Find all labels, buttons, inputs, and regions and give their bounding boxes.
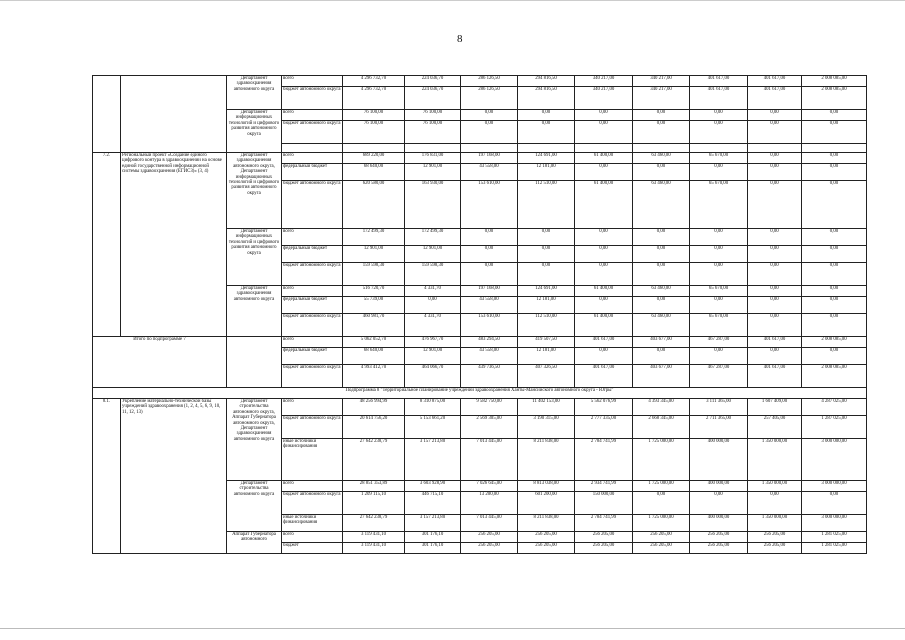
value-cell: 0,00	[575, 121, 633, 144]
table-row	[93, 153, 867, 164]
value-cell: 340 217,00	[633, 76, 690, 87]
value-cell: 256 205,00	[575, 532, 633, 543]
value-cell: 0,00	[748, 121, 802, 144]
value-cell: 256 205,00	[461, 543, 518, 554]
value-cell: 689 220,00	[343, 153, 405, 164]
value-cell: 256 205,00	[518, 543, 575, 554]
value-cell: 446 715,10	[405, 492, 461, 515]
value-cell: 65 670,00	[690, 153, 748, 164]
value-cell: 0,00	[748, 314, 802, 337]
value-cell: 0,00	[802, 229, 867, 246]
value-cell: 0,00	[748, 348, 802, 365]
value-cell: 11 402 153,00	[518, 399, 575, 416]
executor-cell: Аппарат Губернатора автономного	[227, 532, 282, 554]
value-cell: 61 400,00	[575, 314, 633, 337]
value-cell: 0,00	[690, 121, 748, 144]
value-cell: 403 677,00	[633, 365, 690, 388]
value-cell: 12 901,00	[405, 246, 461, 263]
value-cell: 150 000,00	[575, 492, 633, 515]
value-cell: 0,00	[633, 492, 690, 515]
value-cell: 176 831,00	[405, 153, 461, 164]
value-cell: 401 617,00	[748, 87, 802, 110]
value-cell: 256 205,00	[633, 532, 690, 543]
source-label: федеральный бюджет	[282, 297, 343, 314]
value-cell: 68 640,00	[343, 348, 405, 365]
value-cell: 0,00	[802, 246, 867, 263]
value-cell: 2 008 085,00	[802, 87, 867, 110]
value-cell: 0,00	[690, 297, 748, 314]
value-cell: 76 100,00	[405, 110, 461, 121]
value-cell: 0,00	[518, 121, 575, 144]
value-cell: 0,00	[633, 229, 690, 246]
source-label: всего	[282, 481, 343, 492]
value-cell: 0,00	[802, 286, 867, 297]
value-cell: 0,00	[575, 229, 633, 246]
page-number: 8	[457, 33, 463, 45]
value-cell: 286 126,50	[461, 87, 518, 110]
value-cell: 294 816,50	[518, 76, 575, 87]
value-cell: 1 725 000,00	[633, 439, 690, 481]
value-cell: 2 711 365,00	[690, 416, 748, 439]
value-cell: 112 510,00	[518, 181, 575, 229]
value-cell: 12 181,00	[518, 164, 575, 181]
value-cell: 124 691,00	[518, 286, 575, 297]
executor-cell: Департамент здравоохранения автономного округа	[227, 76, 282, 110]
value-cell: 0,00	[802, 492, 867, 515]
value-cell: 0,00	[748, 181, 802, 229]
value-cell: 483 294,50	[461, 337, 518, 348]
source-label: всего	[282, 229, 343, 246]
value-cell: 0,00	[461, 246, 518, 263]
source-label: всего	[282, 153, 343, 164]
value-cell: 0,00	[802, 164, 867, 181]
value-cell: 3 603 928,90	[405, 481, 461, 492]
table-row	[93, 388, 867, 399]
table-row	[93, 337, 867, 348]
value-cell: 0,00	[748, 153, 802, 164]
executor-cell: Департамент строительства автономного округа, Аппарат Губернатора автономного округа, Департамент здравоохранения автономного округа	[227, 399, 282, 481]
value-cell: 0,00	[690, 492, 748, 515]
source-label: всего	[282, 110, 343, 121]
value-cell: 3 119 431,10	[343, 532, 405, 543]
value-cell: 476 967,70	[405, 337, 461, 348]
value-cell: 197 168,00	[461, 286, 518, 297]
value-cell: 0,00	[575, 297, 633, 314]
value-cell: 620 580,00	[343, 181, 405, 229]
value-cell: 28 851 353,89	[343, 481, 405, 492]
value-cell: 2 784 741,99	[575, 515, 633, 532]
scan-bottom-edge	[0, 628, 905, 629]
value-cell: 63 460,00	[633, 181, 690, 229]
value-cell: 0,00	[518, 110, 575, 121]
value-cell: 286 126,50	[461, 76, 518, 87]
value-cell: 63 460,00	[633, 314, 690, 337]
value-cell: 27 642 238,79	[343, 439, 405, 481]
value-cell: 12 901,00	[405, 348, 461, 365]
value-cell: 112 510,00	[518, 314, 575, 337]
value-cell: 61 400,00	[575, 181, 633, 229]
executor-cell: Департамент информационных технологий и цифрового развития автономного округа	[227, 110, 282, 153]
value-cell: 3 190 315,00	[518, 416, 575, 439]
value-cell: 4 287 025,00	[802, 399, 867, 416]
value-cell: 301 176,10	[405, 532, 461, 543]
value-cell: 48 256 994,99	[343, 399, 405, 416]
value-cell: 43 558,00	[461, 164, 518, 181]
value-cell: 68 640,00	[343, 164, 405, 181]
source-label: всего	[282, 286, 343, 297]
source-label: бюджет автономного округа	[282, 87, 343, 110]
value-cell: 340 217,00	[575, 76, 633, 87]
source-label: бюджет автономного округа	[282, 314, 343, 337]
value-cell: 3 157 213,80	[405, 439, 461, 481]
value-cell: 464 066,70	[405, 365, 461, 388]
value-cell: 0,00	[690, 229, 748, 246]
executor-cell: Департамент информационных технологий и цифрового развития автономного округа	[227, 229, 282, 286]
value-cell: 3 000 000,00	[802, 439, 867, 481]
value-cell: 0,00	[633, 164, 690, 181]
value-cell: 0,00	[575, 263, 633, 286]
source-label: иные источники финансирования	[282, 439, 343, 481]
value-cell: 1 725 000,00	[633, 515, 690, 532]
value-cell: 172 499,30	[405, 229, 461, 246]
value-cell: 401 617,00	[575, 337, 633, 348]
value-cell: 63 460,00	[633, 286, 690, 297]
value-cell: 0,00	[575, 164, 633, 181]
value-cell: 294 816,50	[518, 87, 575, 110]
value-cell: 1 209 115,10	[343, 492, 405, 515]
value-cell: 2 008 085,00	[802, 337, 867, 348]
value-cell: 3 000 000,00	[802, 481, 867, 492]
value-cell: 400 000,00	[690, 481, 748, 492]
value-cell: 0,00	[690, 263, 748, 286]
value-cell: 301 176,10	[405, 543, 461, 554]
value-cell: 55 739,00	[343, 297, 405, 314]
value-cell: 2 668 345,00	[633, 416, 690, 439]
value-cell: 0,00	[633, 348, 690, 365]
value-cell: 2 008 085,00	[802, 76, 867, 87]
value-cell: 0,00	[461, 121, 518, 144]
measure-name-cell: Укрепление материально-технической базы учреждений здравоохранения (1, 2, 4, 5, 6, 9, 10, 11, 12, 13)	[121, 399, 227, 554]
value-cell: 0,00	[633, 263, 690, 286]
value-cell: 5 062 052,70	[343, 337, 405, 348]
value-cell: 8 310 875,00	[405, 399, 461, 416]
value-cell: 0,00	[802, 153, 867, 164]
value-cell: 2 934 741,99	[575, 481, 633, 492]
value-cell: 403 677,00	[633, 337, 690, 348]
value-cell: 12 901,00	[343, 246, 405, 263]
source-label: всего	[282, 337, 343, 348]
value-cell: 0,00	[690, 246, 748, 263]
measure-name-cell	[121, 76, 227, 153]
value-cell: 3 111 365,00	[690, 399, 748, 416]
value-cell: 0,00	[690, 110, 748, 121]
value-cell: 1 725 000,00	[633, 481, 690, 492]
value-cell: 12 901,00	[405, 164, 461, 181]
value-cell: 4 331,70	[405, 314, 461, 337]
value-cell: 0,00	[748, 164, 802, 181]
value-cell: 172 499,30	[343, 229, 405, 246]
value-cell: 0,00	[633, 246, 690, 263]
value-cell: 12 181,00	[518, 348, 575, 365]
source-label: бюджет автономного округа	[282, 416, 343, 439]
value-cell: 124 691,00	[518, 153, 575, 164]
value-cell: 2 777 335,00	[575, 416, 633, 439]
row-number-cell: 8.1.	[93, 399, 121, 554]
table-row	[93, 399, 867, 416]
value-cell: 4 296 732,70	[343, 87, 405, 110]
value-cell: 256 205,00	[690, 543, 748, 554]
value-cell: 5 153 661,20	[405, 416, 461, 439]
source-label: всего	[282, 76, 343, 87]
value-cell: 0,00	[518, 229, 575, 246]
value-cell: 467 287,00	[690, 337, 748, 348]
value-cell: 4 296 732,70	[343, 76, 405, 87]
value-cell: 224 036,70	[405, 76, 461, 87]
value-cell: 0,00	[690, 348, 748, 365]
executor-cell	[227, 337, 282, 388]
value-cell: 0,00	[633, 297, 690, 314]
value-cell: 1 281 025,00	[802, 543, 867, 554]
value-cell: 65 670,00	[690, 181, 748, 229]
value-cell: 256 205,00	[575, 543, 633, 554]
source-label: бюджет	[282, 543, 343, 554]
row-number-cell	[93, 76, 121, 153]
value-cell: 400 000,00	[690, 439, 748, 481]
executor-cell: Департамент здравоохранения автономного округа	[227, 286, 282, 337]
value-cell: 256 205,00	[748, 532, 802, 543]
source-label: всего	[282, 399, 343, 416]
value-cell: 401 617,00	[690, 87, 748, 110]
source-label: бюджет автономного округа	[282, 263, 343, 286]
value-cell: 0,00	[575, 348, 633, 365]
value-cell: 257 405,00	[748, 416, 802, 439]
value-cell: 7 026 645,00	[461, 481, 518, 492]
value-cell: 2 569 305,00	[461, 416, 518, 439]
value-cell: 4 331,70	[405, 286, 461, 297]
value-cell: 3 000 000,00	[802, 515, 867, 532]
value-cell: 0,00	[461, 229, 518, 246]
value-cell: 20 614 756,20	[343, 416, 405, 439]
value-cell: 0,00	[748, 110, 802, 121]
value-cell: 0,00	[633, 110, 690, 121]
source-label: бюджет автономного округа	[282, 121, 343, 144]
value-cell: 0,00	[802, 348, 867, 365]
value-cell: 65 670,00	[690, 314, 748, 337]
value-cell: 224 036,70	[405, 87, 461, 110]
value-cell: 8 211 838,00	[518, 515, 575, 532]
value-cell: 9 582 750,00	[461, 399, 518, 416]
value-cell: 1 350 000,00	[748, 515, 802, 532]
value-cell: 76 100,00	[343, 110, 405, 121]
value-cell: 0,00	[633, 121, 690, 144]
value-cell: 400 000,00	[690, 515, 748, 532]
value-cell: 0,00	[802, 121, 867, 144]
value-cell: 0,00	[748, 246, 802, 263]
value-cell: 7 013 445,00	[461, 515, 518, 532]
table-row	[93, 76, 867, 87]
value-cell: 61 400,00	[575, 153, 633, 164]
executor-cell: Департамент строительства автономного округа	[227, 481, 282, 532]
value-cell: 256 205,00	[690, 532, 748, 543]
value-cell: 63 460,00	[633, 153, 690, 164]
value-cell: 0,00	[748, 229, 802, 246]
value-cell: 0,00	[461, 110, 518, 121]
value-cell: 0,00	[575, 110, 633, 121]
value-cell: 467 287,00	[690, 365, 748, 388]
value-cell: 256 205,00	[461, 532, 518, 543]
value-cell: 159 598,30	[405, 263, 461, 286]
executor-cell: Департамент здравоохранения автономного округа, Департамент информационных технологий и цифрового развития автономного округа	[227, 153, 282, 229]
value-cell: 43 558,00	[461, 348, 518, 365]
source-label: иные источники финансирования	[282, 515, 343, 532]
value-cell: 163 930,00	[405, 181, 461, 229]
value-cell: 1 281 025,00	[802, 532, 867, 543]
value-cell: 4 993 412,70	[343, 365, 405, 388]
value-cell: 0,00	[748, 263, 802, 286]
source-label: бюджет автономного округа	[282, 181, 343, 229]
value-cell: 2 008 085,00	[802, 365, 867, 388]
value-cell: 0,00	[802, 263, 867, 286]
value-cell: 197 168,00	[461, 153, 518, 164]
value-cell: 76 100,00	[343, 121, 405, 144]
value-cell: 0,00	[802, 297, 867, 314]
value-cell: 0,00	[405, 297, 461, 314]
value-cell: 256 205,00	[748, 543, 802, 554]
value-cell: 8 813 038,00	[518, 481, 575, 492]
value-cell: 1 350 000,00	[748, 439, 802, 481]
value-cell: 419 507,50	[518, 337, 575, 348]
value-cell: 407 326,50	[518, 365, 575, 388]
value-cell: 401 617,00	[575, 365, 633, 388]
value-cell: 5 562 076,99	[575, 399, 633, 416]
value-cell: 401 617,00	[690, 76, 748, 87]
value-cell: 256 205,00	[633, 543, 690, 554]
value-cell: 4 393 345,00	[633, 399, 690, 416]
source-label: бюджет автономного округа	[282, 365, 343, 388]
budget-table	[92, 75, 867, 554]
value-cell: 1 287 025,00	[802, 416, 867, 439]
value-cell: 12 181,00	[518, 297, 575, 314]
value-cell: 2 784 741,99	[575, 439, 633, 481]
value-cell: 0,00	[461, 263, 518, 286]
subprogram-total-label: Итого по подпрограмме 7	[93, 337, 227, 388]
value-cell: 401 617,00	[748, 76, 802, 87]
value-cell: 0,00	[748, 492, 802, 515]
value-cell: 256 205,00	[518, 532, 575, 543]
value-cell: 0,00	[748, 297, 802, 314]
value-cell: 153 610,00	[461, 314, 518, 337]
value-cell: 0,00	[748, 286, 802, 297]
measure-name-cell: Региональный проект «Создание единого цифрового контура в здравоохранении на основе единой государственной информационной системы здравоохранения (ЕГИСЗ)» (3, 4)	[121, 153, 227, 337]
value-cell: 340 217,00	[575, 87, 633, 110]
value-cell: 0,00	[802, 110, 867, 121]
value-cell: 0,00	[575, 246, 633, 263]
value-cell: 8 211 838,00	[518, 439, 575, 481]
value-cell: 0,00	[802, 314, 867, 337]
source-label: бюджет автономного округа	[282, 492, 343, 515]
value-cell: 401 617,00	[748, 337, 802, 348]
value-cell: 601 200,00	[518, 492, 575, 515]
value-cell: 7 013 445,00	[461, 439, 518, 481]
value-cell: 153 610,00	[461, 181, 518, 229]
value-cell: 27 642 238,79	[343, 515, 405, 532]
value-cell: 1 607 409,00	[748, 399, 802, 416]
value-cell: 65 670,00	[690, 286, 748, 297]
value-cell: 460 981,70	[343, 314, 405, 337]
value-cell: 439 736,50	[461, 365, 518, 388]
value-cell: 516 720,70	[343, 286, 405, 297]
row-number-cell: 7.2.	[93, 153, 121, 337]
value-cell: 159 598,30	[343, 263, 405, 286]
subprogram-heading: Подпрограмма 8 "Территориальное планирование учреждений здравоохранения Ханты-Мансийского автономного округа - Югры"	[93, 388, 867, 399]
source-label: федеральный бюджет	[282, 348, 343, 365]
value-cell: 0,00	[802, 181, 867, 229]
scan-top-edge	[0, 0, 905, 1]
value-cell: 43 558,00	[461, 297, 518, 314]
source-label: федеральный бюджет	[282, 164, 343, 181]
value-cell: 3 119 431,10	[343, 543, 405, 554]
value-cell: 0,00	[518, 246, 575, 263]
value-cell: 0,00	[690, 164, 748, 181]
value-cell: 1 350 000,00	[748, 481, 802, 492]
value-cell: 401 617,00	[748, 365, 802, 388]
value-cell: 3 157 213,80	[405, 515, 461, 532]
value-cell: 76 100,00	[405, 121, 461, 144]
value-cell: 13 200,00	[461, 492, 518, 515]
source-label: федеральный бюджет	[282, 246, 343, 263]
value-cell: 0,00	[518, 263, 575, 286]
value-cell: 340 217,00	[633, 87, 690, 110]
source-label: всего	[282, 532, 343, 543]
value-cell: 61 400,00	[575, 286, 633, 297]
